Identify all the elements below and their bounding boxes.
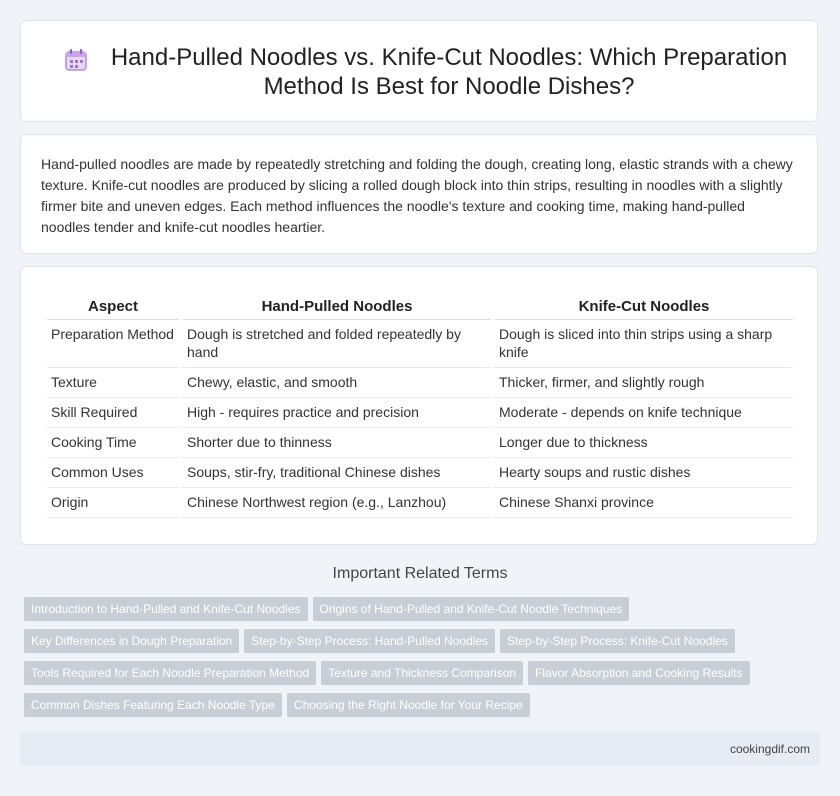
table-cell: Shorter due to thinness (183, 428, 491, 458)
column-header-hand-pulled: Hand-Pulled Noodles (183, 295, 491, 320)
related-term-tag[interactable]: Choosing the Right Noodle for Your Recipe (287, 693, 530, 717)
table-cell: Soups, stir-fry, traditional Chinese dishes (183, 458, 491, 488)
table-header-row (47, 295, 793, 320)
table-cell: Texture (47, 368, 179, 398)
table-cell: Longer due to thickness (495, 428, 793, 458)
comparison-card (20, 266, 818, 545)
related-term-tag[interactable]: Introduction to Hand-Pulled and Knife-Cut Noodles (24, 597, 308, 621)
related-term-tag[interactable]: Tools Required for Each Noodle Preparation Method (24, 661, 316, 685)
intro-paragraph: Hand-pulled noodles are made by repeatedly stretching and folding the dough, creating long, elastic strands with a chewy texture. Knife-cut noodles are produced by slicing a rolled dough block into thin strips, resulting in noodles with a slightly firmer bite and uneven edges. Each method influences the noodle's texture and cooking time, making hand-pulled noodles tender and knife-cut noodles heartier. (41, 156, 793, 235)
related-term-tag[interactable]: Common Dishes Featuring Each Noodle Type (24, 693, 282, 717)
related-term-tag[interactable]: Key Differences in Dough Preparation (24, 629, 239, 653)
footer-site-link[interactable]: cookingdif.com (729, 742, 810, 756)
table-cell: Common Uses (47, 458, 179, 488)
intro-card (20, 134, 818, 254)
related-term-tag[interactable]: Step-by-Step Process: Knife-Cut Noodles (500, 629, 735, 653)
table-cell: Thicker, firmer, and slightly rough (495, 368, 793, 398)
table-row (47, 488, 793, 518)
table-cell: Chinese Northwest region (e.g., Lanzhou) (183, 488, 491, 518)
table-cell: Dough is stretched and folded repeatedly by hand (183, 320, 491, 368)
related-terms-heading: Important Related Terms (332, 565, 508, 582)
table-cell: Origin (47, 488, 179, 518)
table-cell: Skill Required (47, 398, 179, 428)
table-row (47, 368, 793, 398)
related-terms-list (24, 597, 804, 725)
table-cell: Chewy, elastic, and smooth (183, 368, 491, 398)
related-term-tag[interactable]: Texture and Thickness Comparison (321, 661, 523, 685)
table-row (47, 458, 793, 488)
table-cell: Dough is sliced into thin strips using a sharp knife (495, 320, 793, 368)
footer (20, 732, 820, 766)
table-cell: Preparation Method (47, 320, 179, 368)
table-cell: High - requires practice and precision (183, 398, 491, 428)
comparison-table (43, 295, 797, 518)
page-title: Hand-Pulled Noodles vs. Knife-Cut Noodles: Which Preparation Method Is Best for Noodle Dishes? (110, 44, 788, 100)
column-header-knife-cut: Knife-Cut Noodles (495, 295, 793, 320)
related-term-tag[interactable]: Step-by-Step Process: Hand-Pulled Noodles (244, 629, 495, 653)
table-cell: Moderate - depends on knife technique (495, 398, 793, 428)
table-cell: Cooking Time (47, 428, 179, 458)
table-cell: Chinese Shanxi province (495, 488, 793, 518)
table-row (47, 320, 793, 368)
related-term-tag[interactable]: Flavor Absorption and Cooking Results (528, 661, 749, 685)
column-header-aspect: Aspect (47, 295, 179, 320)
table-row (47, 428, 793, 458)
title-card (20, 20, 818, 122)
table-row (47, 398, 793, 428)
table-cell: Hearty soups and rustic dishes (495, 458, 793, 488)
related-term-tag[interactable]: Origins of Hand-Pulled and Knife-Cut Noodle Techniques (313, 597, 630, 621)
